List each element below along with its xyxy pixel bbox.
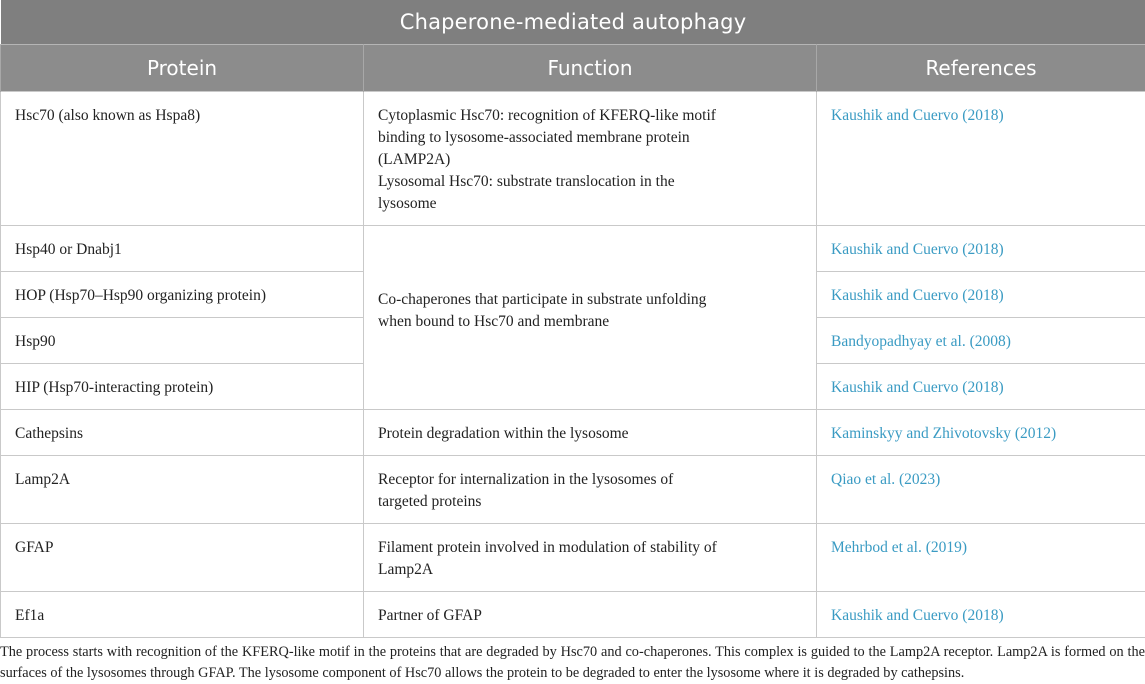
protein-cell: Hsp90 [1,318,363,353]
function-line: Protein degradation within the lysosome [378,423,802,445]
reference-link[interactable]: Bandyopadhyay et al. (2008) [817,318,1145,353]
table-footnote: The process starts with recognition of the KFERQ-like motif in the proteins that are degraded by Hsc70 and co-chaperones. This complex is guided to the Lamp2A receptor. Lamp2A is formed on the surfaces of the lysosomes through GFAP. The lysosome component of Hsc70 allows the protein to be degraded to enter the lysosome where it is degraded by cathepsins. [0,642,1145,684]
function-line: when bound to Hsc70 and membrane [378,311,802,333]
table-row [1,456,1145,524]
reference-link[interactable]: Mehrbod et al. (2019) [817,524,1145,559]
protein-cell: Hsc70 (also known as Hspa8) [1,92,363,127]
function-line: binding to lysosome-associated membrane protein [378,127,802,149]
function-line: targeted proteins [378,491,802,513]
table-row [1,226,1145,272]
reference-link[interactable]: Kaushik and Cuervo (2018) [817,272,1145,307]
function-line: Lysosomal Hsc70: substrate translocation in the [378,171,802,193]
function-line: Partner of GFAP [378,605,802,627]
table-header-row [1,45,1145,92]
column-header-protein: Protein [1,45,364,92]
function-cell-cochaperones [364,289,816,347]
table-row [1,592,1145,638]
function-line: Lamp2A [378,559,802,581]
protein-cell: GFAP [1,524,363,559]
function-line: Receptor for internalization in the lysosomes of [378,469,802,491]
protein-cell: Lamp2A [1,456,363,491]
function-cell [364,92,816,215]
function-cell [364,410,816,445]
column-header-function: Function [364,45,817,92]
function-line: lysosome [378,193,802,215]
protein-cell: HIP (Hsp70-interacting protein) [1,364,363,399]
function-cell [364,524,816,581]
column-header-references: References [817,45,1145,92]
reference-link[interactable]: Kaushik and Cuervo (2018) [817,92,1145,127]
function-line: (LAMP2A) [378,149,802,171]
table-title-row [1,0,1145,45]
function-line: Cytoplasmic Hsc70: recognition of KFERQ-like motif [378,105,802,127]
protein-cell: Ef1a [1,592,363,627]
table-title: Chaperone-mediated autophagy [1,0,1145,45]
protein-cell: HOP (Hsp70–Hsp90 organizing protein) [1,272,363,307]
reference-link[interactable]: Qiao et al. (2023) [817,456,1145,491]
protein-cell: Hsp40 or Dnabj1 [1,226,363,261]
reference-link[interactable]: Kaushik and Cuervo (2018) [817,592,1145,627]
reference-link[interactable]: Kaminskyy and Zhivotovsky (2012) [817,410,1145,445]
function-cell [364,456,816,513]
function-line: Co-chaperones that participate in substrate unfolding [378,289,802,311]
reference-link[interactable]: Kaushik and Cuervo (2018) [817,364,1145,399]
protein-cell: Cathepsins [1,410,363,445]
table-row [1,92,1145,226]
function-cell [364,592,816,627]
table-row [1,410,1145,456]
table-row [1,524,1145,592]
reference-link[interactable]: Kaushik and Cuervo (2018) [817,226,1145,261]
function-line: Filament protein involved in modulation of stability of [378,537,802,559]
